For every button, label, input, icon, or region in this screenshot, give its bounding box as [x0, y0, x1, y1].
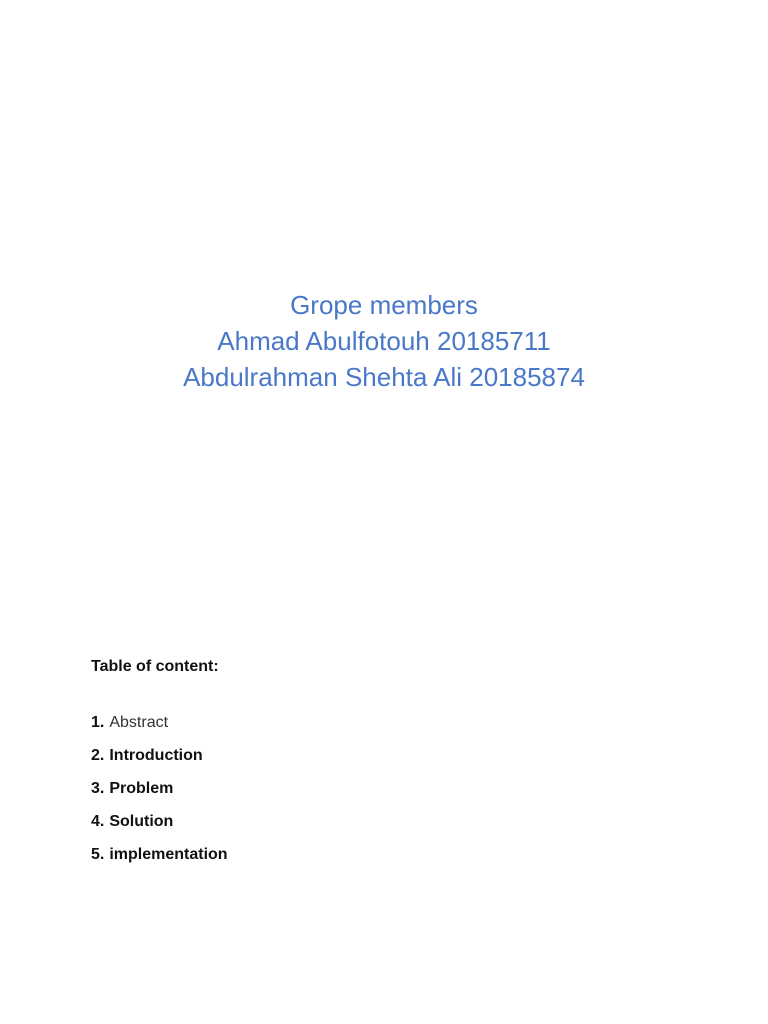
toc-item: [91, 712, 228, 745]
toc-item-number: 2.: [91, 747, 105, 764]
toc-item-label: Introduction: [109, 747, 203, 764]
toc-item-label: Abstract: [109, 714, 169, 731]
toc-item-label: Solution: [109, 813, 174, 830]
toc-heading: Table of content:: [91, 658, 219, 675]
toc-item: [91, 811, 228, 844]
toc-item: [91, 778, 228, 811]
toc-item: [91, 745, 228, 778]
toc-item-label: implementation: [109, 846, 228, 863]
toc-list: [91, 712, 228, 877]
toc-item-label: Problem: [109, 780, 174, 797]
group-members-heading: Grope members: [290, 290, 478, 320]
member-name-2: Abdulrahman Shehta Ali 20185874: [183, 362, 585, 392]
toc-item-number: 5.: [91, 846, 105, 863]
toc-item-number: 3.: [91, 780, 105, 797]
member-name-1: Ahmad Abulfotouh 20185711: [217, 326, 551, 356]
toc-item: [91, 844, 228, 877]
toc-item-number: 1.: [91, 714, 105, 731]
toc-item-number: 4.: [91, 813, 105, 830]
group-members-block: [0, 287, 768, 395]
